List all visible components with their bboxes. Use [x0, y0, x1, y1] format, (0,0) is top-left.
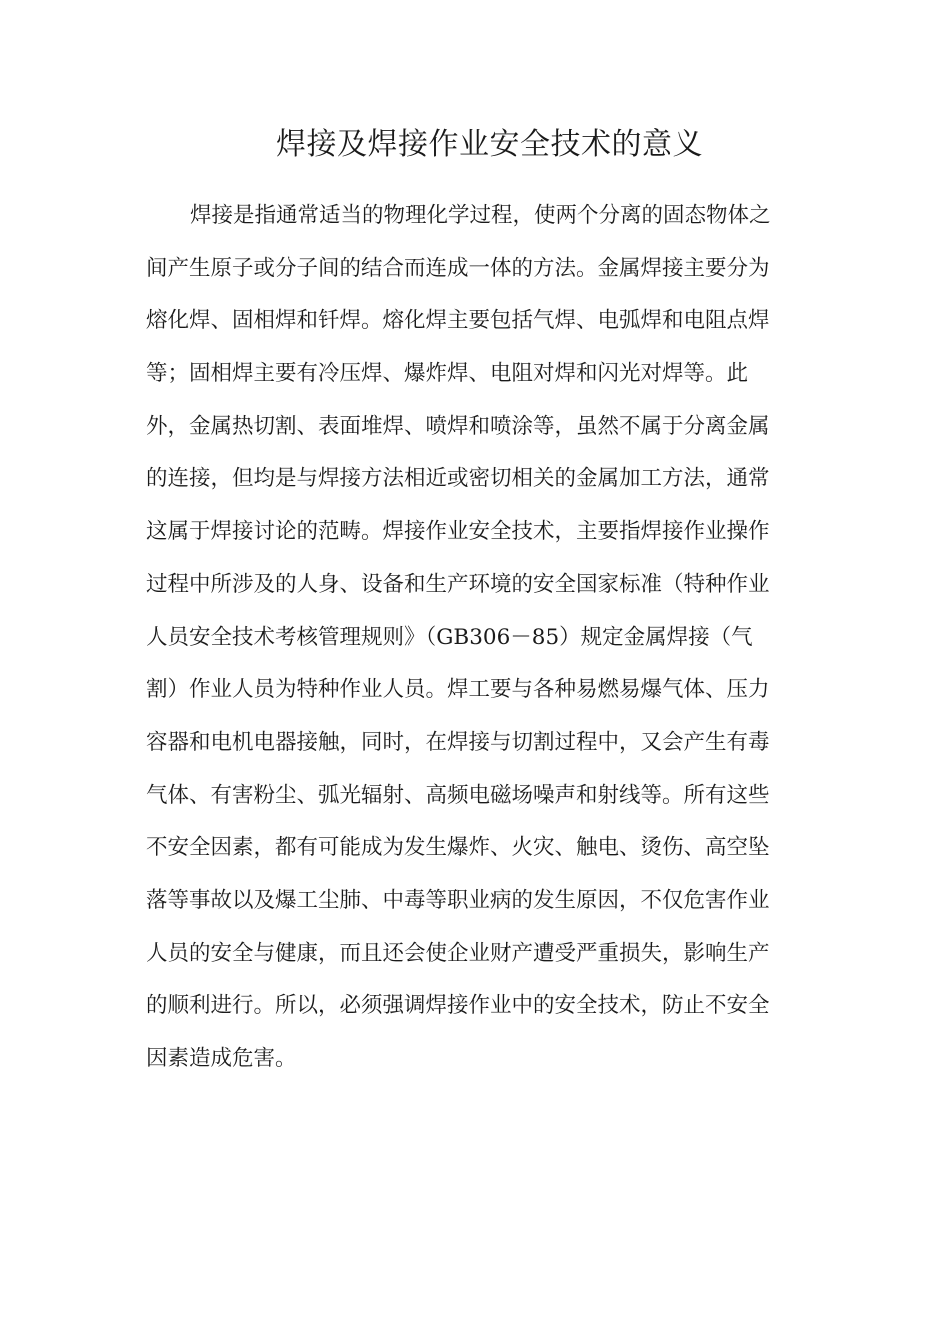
- paragraph-line: 外，金属热切割、表面堆焊、喷焊和喷涂等，虽然不属于分离金属: [146, 413, 770, 439]
- paragraph-line: 的连接，但均是与焊接方法相近或密切相关的金属加工方法，通常: [146, 466, 770, 492]
- paragraph-line: 间产生原子或分子间的结合而连成一体的方法。金属焊接主要分为: [146, 255, 770, 281]
- paragraph-line: 不安全因素，都有可能成为发生爆炸、火灾、触电、烫伤、高空坠: [146, 835, 770, 861]
- paragraph-line: 落等事故以及爆工尘肺、中毒等职业病的发生原因，不仅危害作业: [146, 887, 770, 913]
- paragraph-line: 熔化焊、固相焊和钎焊。熔化焊主要包括气焊、电弧焊和电阻点焊: [146, 308, 770, 334]
- document-body: [146, 192, 771, 1088]
- document-title: 焊接及焊接作业安全技术的意义: [276, 127, 703, 162]
- paragraph-line: 人员的安全与健康，而且还会使企业财产遭受严重损失，影响生产: [146, 940, 770, 966]
- paragraph-line: 气体、有害粉尘、弧光辐射、高频电磁场噪声和射线等。所有这些: [146, 782, 770, 808]
- paragraph-line: 因素造成危害。: [146, 1046, 297, 1071]
- paragraph-line: 等；固相焊主要有冷压焊、爆炸焊、电阻对焊和闪光对焊等。此: [146, 361, 749, 387]
- paragraph-line: 过程中所涉及的人身、设备和生产环境的安全国家标准（特种作业: [146, 571, 770, 597]
- paragraph-line: 割）作业人员为特种作业人员。焊工要与各种易燃易爆气体、压力: [146, 677, 770, 703]
- paragraph-line: 焊接是指通常适当的物理化学过程，使两个分离的固态物体之: [190, 203, 771, 228]
- paragraph-line: 容器和电机电器接触，同时，在焊接与切割过程中，又会产生有毒: [146, 729, 770, 755]
- paragraph-line: 人员安全技术考核管理规则》（GB306－85）规定金属焊接（气: [146, 624, 753, 650]
- paragraph-line: 的顺利进行。所以，必须强调焊接作业中的安全技术，防止不安全: [146, 993, 770, 1019]
- paragraph-line: 这属于焊接讨论的范畴。焊接作业安全技术，主要指焊接作业操作: [146, 519, 770, 545]
